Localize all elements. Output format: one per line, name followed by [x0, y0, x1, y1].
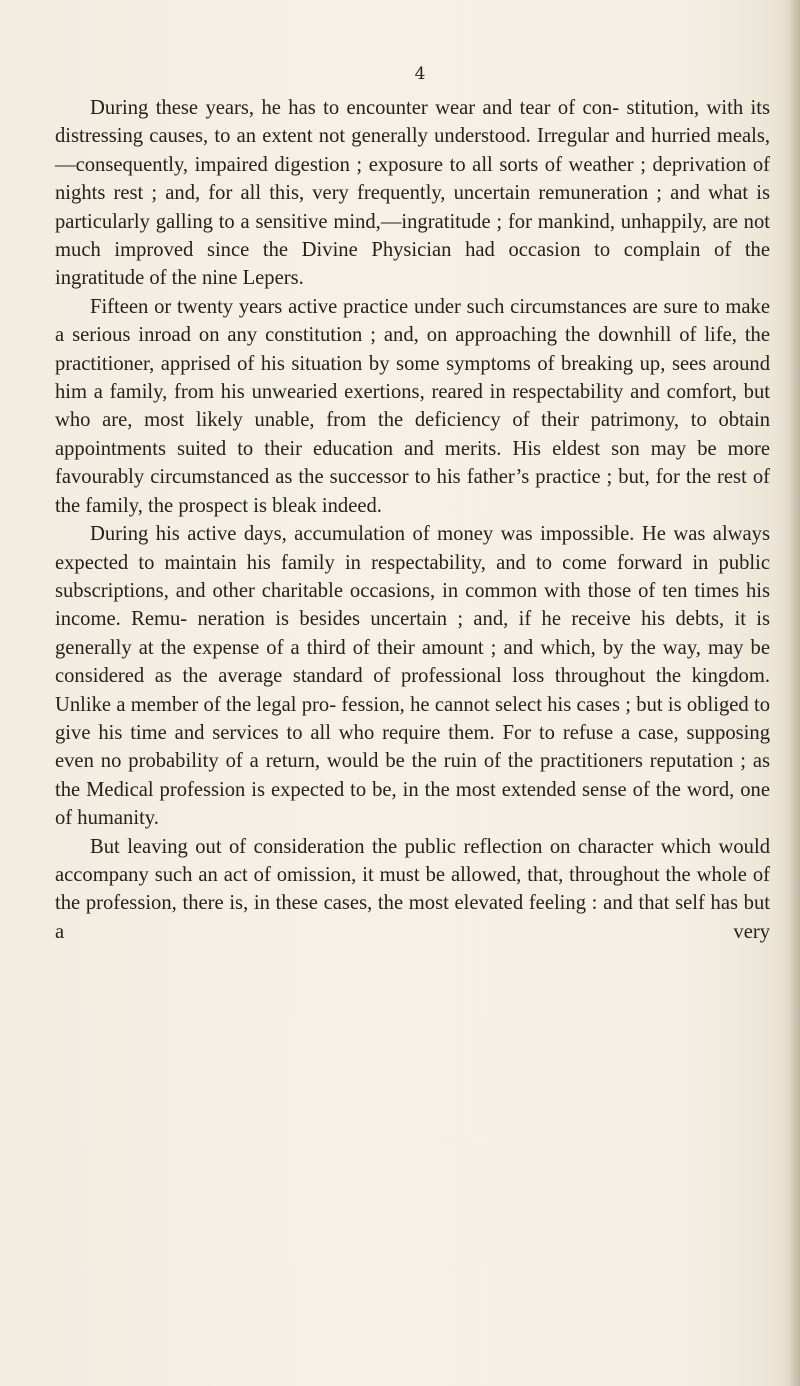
- page-edge-shadow: [788, 0, 800, 1386]
- body-text: [55, 94, 770, 946]
- page-number: 4: [414, 64, 426, 84]
- paragraph-1: During these years, he has to encounter wear and tear of con- stitution, with its distressing causes, to an extent not generally understood. Irregular and hurried meals,—consequently, impaired digestion ; exposure to all sorts of weather ; deprivation of nights rest ; and, for all this, very frequently, uncertain remuneration ; and what is particularly galling to a sensitive mind,—ingratitude ; for mankind, unhappily, are not much improved since the Divine Physician had occasion to complain of the ingratitude of the nine Lepers.: [55, 97, 770, 290]
- paragraph-4: But leaving out of consideration the public reflection on character which would accompany such an act of omission, it must be allowed, that, throughout the whole of the profession, there is, in these cases, the most elevated feeling : and that self has but a very: [55, 835, 770, 943]
- paragraph-2: Fifteen or twenty years active practice under such circumstances are sure to make a serious inroad on any constitution ; and, on approaching the downhill of life, the practitioner, apprised of his situation by some symptoms of breaking up, sees around him a family, from his unwearied exertions, reared in respectability and comfort, but who are, most likely unable, from the deficiency of their patrimony, to obtain appointments suited to their education and merits. His eldest son may be more favourably circumstanced as the successor to his father’s practice ; but, for the rest of the family, the prospect is bleak indeed.: [55, 295, 770, 517]
- paragraph-3: During his active days, accumulation of money was impossible. He was always expected to maintain his family in respectability, and to come forward in public subscriptions, and other charitable occasions, in common with those of ten times his income. Remu- neration is besides uncertain ; and, if he receive his debts, it is generally at the expense of a third of their amount ; and which, by the way, may be considered as the average standard of professional loss throughout the kingdom. Unlike a member of the legal pro- fession, he cannot select his cases ; but is obliged to give his time and services to all who require them. For to refuse a case, supposing even no probability of a return, would be the ruin of the practitioners reputation ; as the Medical profession is expected to be, in the most extended sense of the word, one of humanity.: [55, 523, 770, 830]
